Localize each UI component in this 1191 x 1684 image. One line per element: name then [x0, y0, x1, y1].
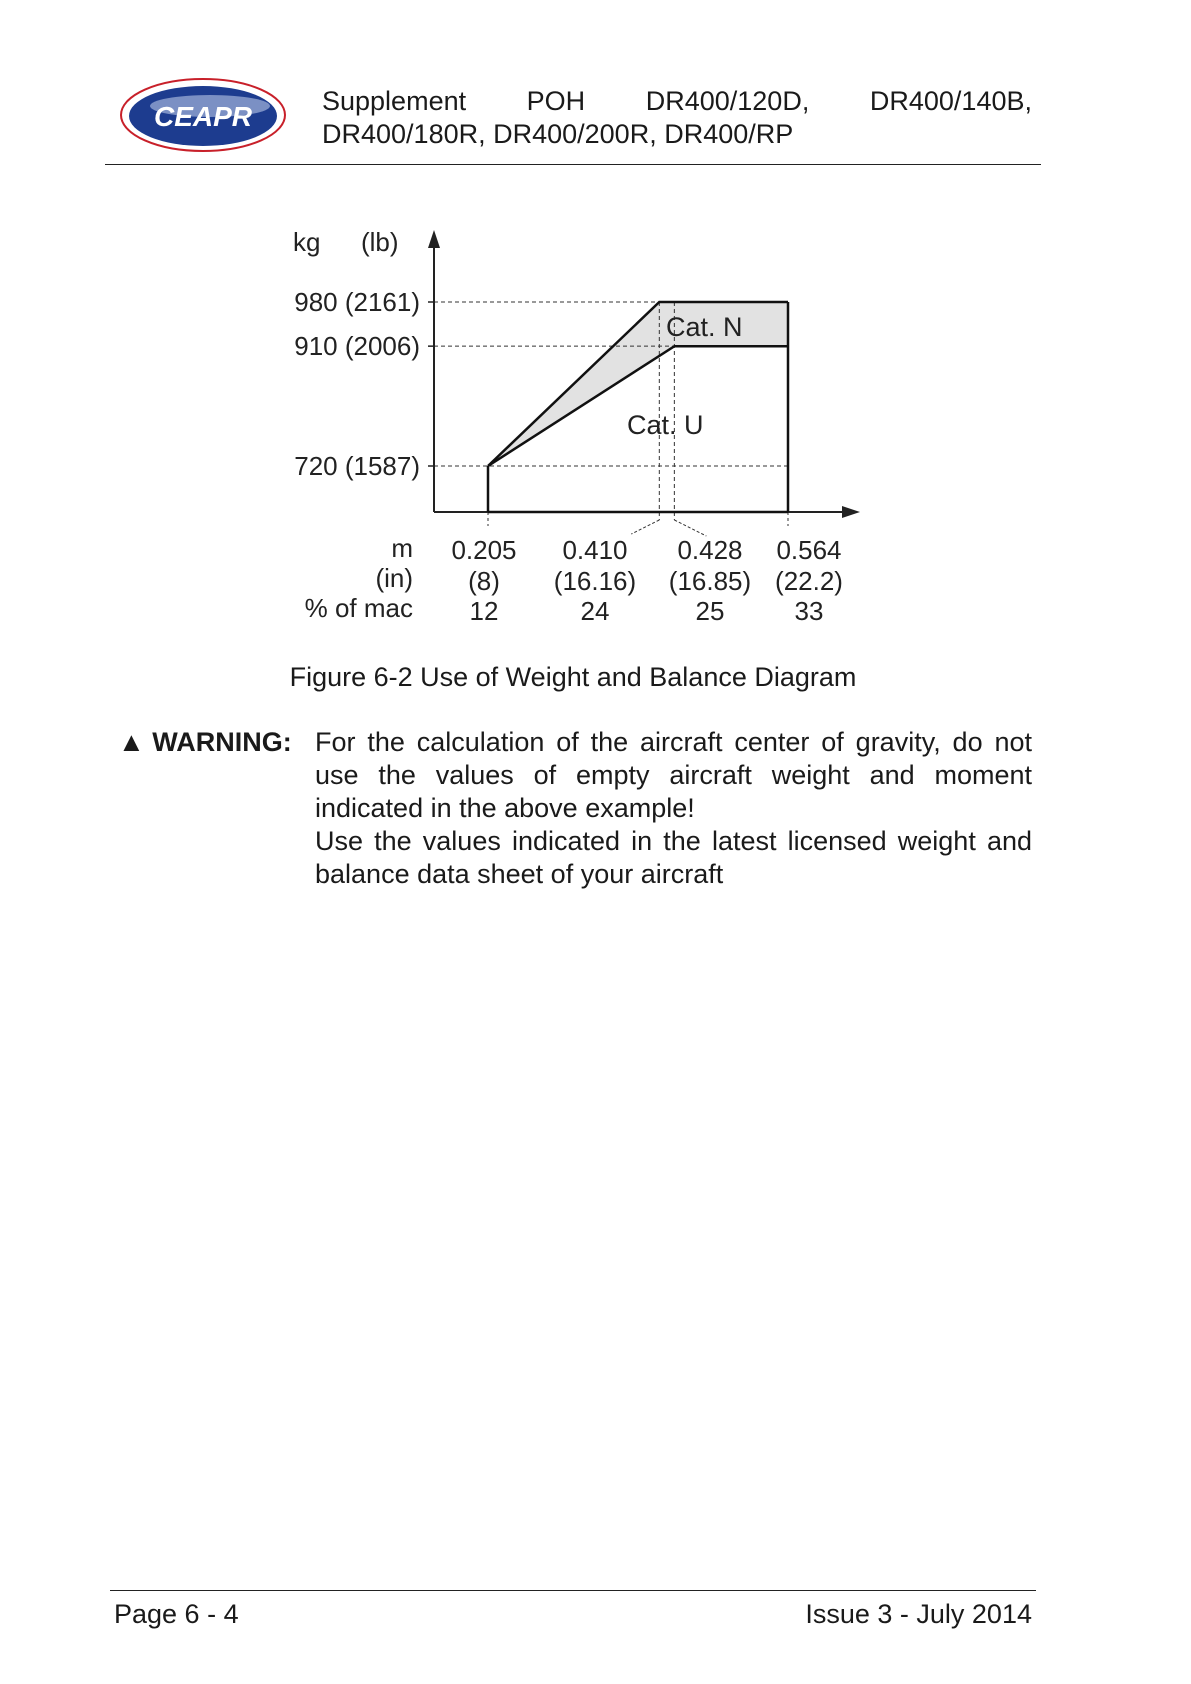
header-word: DR400/140B,: [869, 86, 1032, 116]
x-tick-label-m: 0.410: [562, 535, 628, 565]
y-tick-label: 910 (2006): [294, 331, 420, 362]
x-tick-label-mac: 24: [580, 596, 610, 626]
x-tick-label-in: (16.85): [668, 566, 752, 596]
header-word: DR400/120D,: [645, 86, 810, 116]
warning-paragraph: For the calculation of the aircraft center of gravity, do not use the values of empty aircraft weight and moment indicated in the above example!: [315, 727, 1032, 823]
x-row-label-in: (in): [375, 563, 413, 593]
header-word: POH: [526, 86, 586, 116]
x-tick-label-in: (16.16): [553, 566, 637, 596]
warning-paragraph: Use the values indicated in the latest licensed weight and balance data sheet of your aircraft: [315, 826, 1032, 889]
x-tick-label-in: (8): [468, 566, 500, 596]
x-leader-line: [631, 520, 659, 534]
x-tick-label-mac: 33: [794, 596, 824, 626]
header-word: Supplement: [322, 86, 467, 116]
x-row-label-mac: % of mac: [304, 593, 413, 623]
y-tick-label: 980 (2161): [294, 287, 420, 317]
page-number: Page 6 - 4: [114, 1599, 239, 1629]
cat-n-label: Cat. N: [666, 312, 743, 342]
x-tick-label-m: 0.564: [776, 535, 842, 565]
figure-caption: Figure 6-2 Use of Weight and Balance Diagram: [289, 662, 857, 692]
x-leader-line: [674, 520, 706, 536]
x-tick-label-in: (22.2): [775, 566, 843, 596]
cat-u-label: Cat. U: [627, 410, 704, 440]
x-tick-label-mac: 25: [695, 596, 725, 626]
x-row-label-m: m: [391, 533, 413, 563]
header-title-line2: DR400/180R, DR400/200R, DR400/RP: [322, 119, 794, 149]
y-unit-lb: (lb): [361, 227, 399, 257]
x-axis-arrow: [842, 506, 860, 518]
x-tick-label-m: 0.205: [451, 535, 517, 565]
warning-text: [315, 726, 1032, 891]
cat-n-area: [488, 302, 788, 466]
weight-balance-chart: [0, 0, 1191, 680]
warning-label: ▲ WARNING:: [118, 727, 292, 757]
y-tick-label: 720 (1587): [294, 451, 420, 481]
y-axis-arrow: [428, 230, 440, 248]
x-tick-label-mac: 12: [469, 596, 499, 626]
x-tick-label-m: 0.428: [677, 535, 743, 565]
footer-rule: [110, 1590, 1036, 1591]
issue-date: Issue 3 - July 2014: [805, 1599, 1032, 1629]
y-unit-kg: kg: [293, 227, 321, 257]
logo-text: CEAPR: [153, 101, 253, 132]
